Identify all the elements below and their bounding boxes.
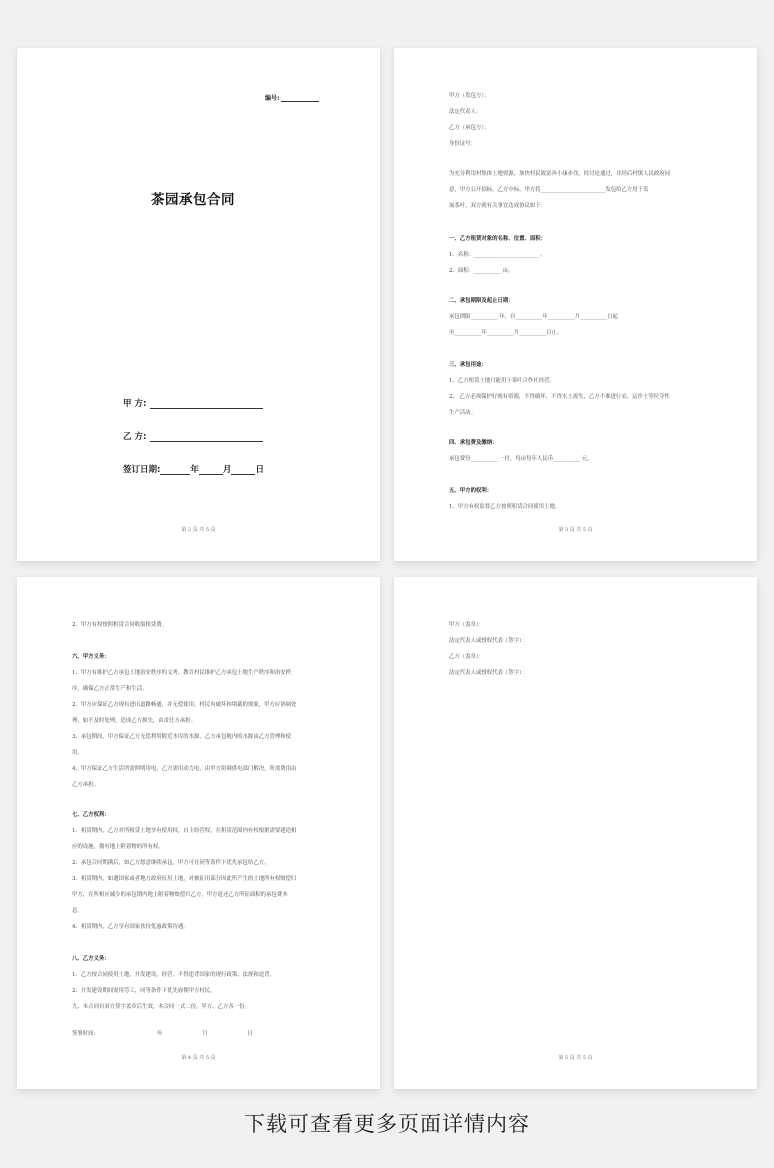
contract-clause-line: 2、 乙方必须保护好现有资源，不得破坏，不得水土流失，乙方不准进行采、运沙土等拉夺性: [449, 394, 670, 400]
contract-clause-line: 身份证号：: [449, 141, 476, 147]
contract-clause-line: 承包费每__________ 一付，每亩每年人民币__________ 元。: [449, 456, 593, 462]
contract-clause-line: 应的设施，拥有地上附着物的所有权。: [72, 844, 164, 850]
contract-clause-line: 甲方（盖章）：: [449, 622, 485, 628]
contract-clause-line: 1、甲方有维护乙方承包土地治安秩序的义务，教育村民维护乙方承包土地生产秩序和治安秩: [72, 670, 292, 676]
contract-clause-line: 3、承包期间，甲方保证乙方无偿利用附近水库的水源，乙方承包地内的水源由乙方管理和使: [72, 734, 292, 740]
contract-clause-line: 2、承包合同期满后，如乙方愿意继续承包，甲方可在同等条件下优先承包给乙方。: [72, 860, 270, 866]
contract-clause-line: 2、面积：__________ 亩。: [449, 268, 514, 274]
sign-time-month: 月: [202, 1031, 208, 1037]
contract-clause-line: 2、甲方应保证乙方现有进出道路畅通，并无偿使用。村民有破坏和堵截的现象，甲方应协调处: [72, 702, 297, 708]
contract-clause-line: 3、租赁期内，如遇国家或者地方政府征用土地，对被征用部分因此所产生的土地所有权赔偿归: [72, 876, 297, 882]
contract-clause-line: 承包期限__________ 年，自__________年__________月__________日起: [449, 314, 618, 320]
party-b-blank: [150, 432, 263, 442]
contract-clause-line: 理，如不及时处理，造成乙方损失，由责任方承担。: [72, 718, 196, 724]
party-a-blank: [150, 399, 263, 409]
contract-clause-line: 生产活动。: [449, 410, 476, 416]
contract-clause-line: 1、名称：________________________ 。: [449, 252, 546, 258]
contract-page-5: [394, 577, 757, 1089]
sign-year: 年: [190, 465, 199, 475]
section-heading: 七、乙方权利：: [72, 812, 110, 818]
contract-clause-line: 展茶叶，双方就有关事宜达成协议如下：: [449, 203, 547, 209]
contract-clause-line: 法定代表人：: [449, 109, 482, 115]
page-footer: 第 2 页 共 5 页: [181, 527, 216, 533]
contract-clause-line: 1、乙方租赁土地只能用于茶叶合作社经营。: [449, 378, 555, 384]
contract-clause-line: 九、本合同自双方签字盖章后生效，本合同一式二份，甲方、乙方各一份。: [72, 1004, 250, 1010]
section-heading: 四、承包费及缴纳：: [449, 440, 498, 446]
party-a-label: 甲 方:: [123, 399, 147, 409]
contract-clause-line: 乙方承担。: [72, 782, 99, 788]
sign-day: 日: [255, 465, 264, 475]
sign-date-line: [123, 463, 264, 475]
page-footer: 第 5 页 共 5 页: [558, 1055, 593, 1061]
contract-clause-line: 乙方（盖章）：: [449, 654, 485, 660]
contract-clause-line: 2、开发建设期间需用劳工，同等条件下优先雇佣甲方村民。: [72, 988, 216, 994]
contract-title: 茶园承包合同: [151, 192, 235, 208]
sign-time-day: 日: [247, 1031, 253, 1037]
contract-clause-line: 法定代表人或授权代表（签字）：: [449, 670, 528, 676]
section-heading: 二、承包期限及起止日期：: [449, 298, 514, 304]
contract-number-blank: [281, 95, 319, 102]
party-b-label: 乙 方:: [123, 432, 147, 442]
section-heading: 一、乙方租赁对象的名称、位置、面积：: [449, 236, 547, 242]
contract-clause-line: 1、租赁期内，乙方对所租赁土地享有使用权，自主经营权，在租赁范围内有权根据需要建造相: [72, 828, 297, 834]
section-heading: 八、乙方义务：: [72, 956, 110, 962]
contract-clause-line: 1、甲方有权监督乙方按照租赁合同使用土地。: [449, 504, 561, 510]
contract-clause-line: 用。: [72, 750, 83, 756]
contract-number: [265, 93, 319, 102]
page-footer: 第 4 页 共 5 页: [181, 1055, 216, 1061]
contract-clause-line: 息。: [72, 908, 83, 914]
contract-clause-line: 4、甲方保证乙方生活所需照明用电，乙方需用动力电，由甲方协调供电部门解决，所需费用由: [72, 766, 297, 772]
contract-page-4: [17, 577, 380, 1089]
contract-clause-line: 意，甲方公开招标，乙方中标，甲方将________________________发包给乙方用于发: [449, 187, 649, 193]
contract-number-label: 编号:: [265, 95, 280, 102]
section-heading: 五、甲方的权利：: [449, 488, 493, 494]
contract-clause-line: 至__________年__________月__________日止。: [449, 330, 563, 336]
sign-date-label: 签订日期:: [123, 465, 161, 475]
party-a-line: [123, 397, 263, 409]
sign-time-line: [72, 1030, 253, 1038]
sign-time-label: 签署时间:: [72, 1031, 96, 1037]
download-caption: 下载可查看更多页面详情内容: [244, 1112, 530, 1136]
contract-clause-line: 2、甲方有权按照租赁合同收取租赁费。: [72, 622, 168, 628]
page-footer: 第 3 页 共 5 页: [558, 527, 593, 533]
sign-time-year: 年: [157, 1031, 163, 1037]
sign-month: 月: [222, 465, 232, 475]
contract-clause-line: 4、租赁期内，乙方享有国家扶持优惠政策待遇。: [72, 924, 189, 930]
contract-page-3: [394, 48, 757, 561]
contract-clause-line: 甲方，在所相应减少的承包期内地上附着物赔偿归乙方，甲方退还乙方所征面积的承包费本: [72, 892, 288, 898]
contract-clause-line: 1、乙方按合同使用土地，开发建设，经营，不得违背国家的现行政策、法规和违背。: [72, 972, 275, 978]
contract-clause-line: 甲方（发包方）：: [449, 93, 490, 99]
party-b-line: [123, 430, 263, 442]
section-heading: 三、承包用途：: [449, 362, 487, 368]
contract-cover-page: [17, 48, 380, 561]
section-heading: 六、甲方义务：: [72, 654, 110, 660]
contract-clause-line: 为充分利用村集体土地资源，加快村民致富奔小康步伐，经讨论通过，并经后村镇人民政府同: [449, 171, 671, 177]
contract-clause-line: 法定代表人或授权代表（签字）：: [449, 638, 528, 644]
contract-clause-line: 乙方（承包方）：: [449, 125, 490, 131]
contract-clause-line: 序，确保乙方正常生产和生活。: [72, 686, 148, 692]
